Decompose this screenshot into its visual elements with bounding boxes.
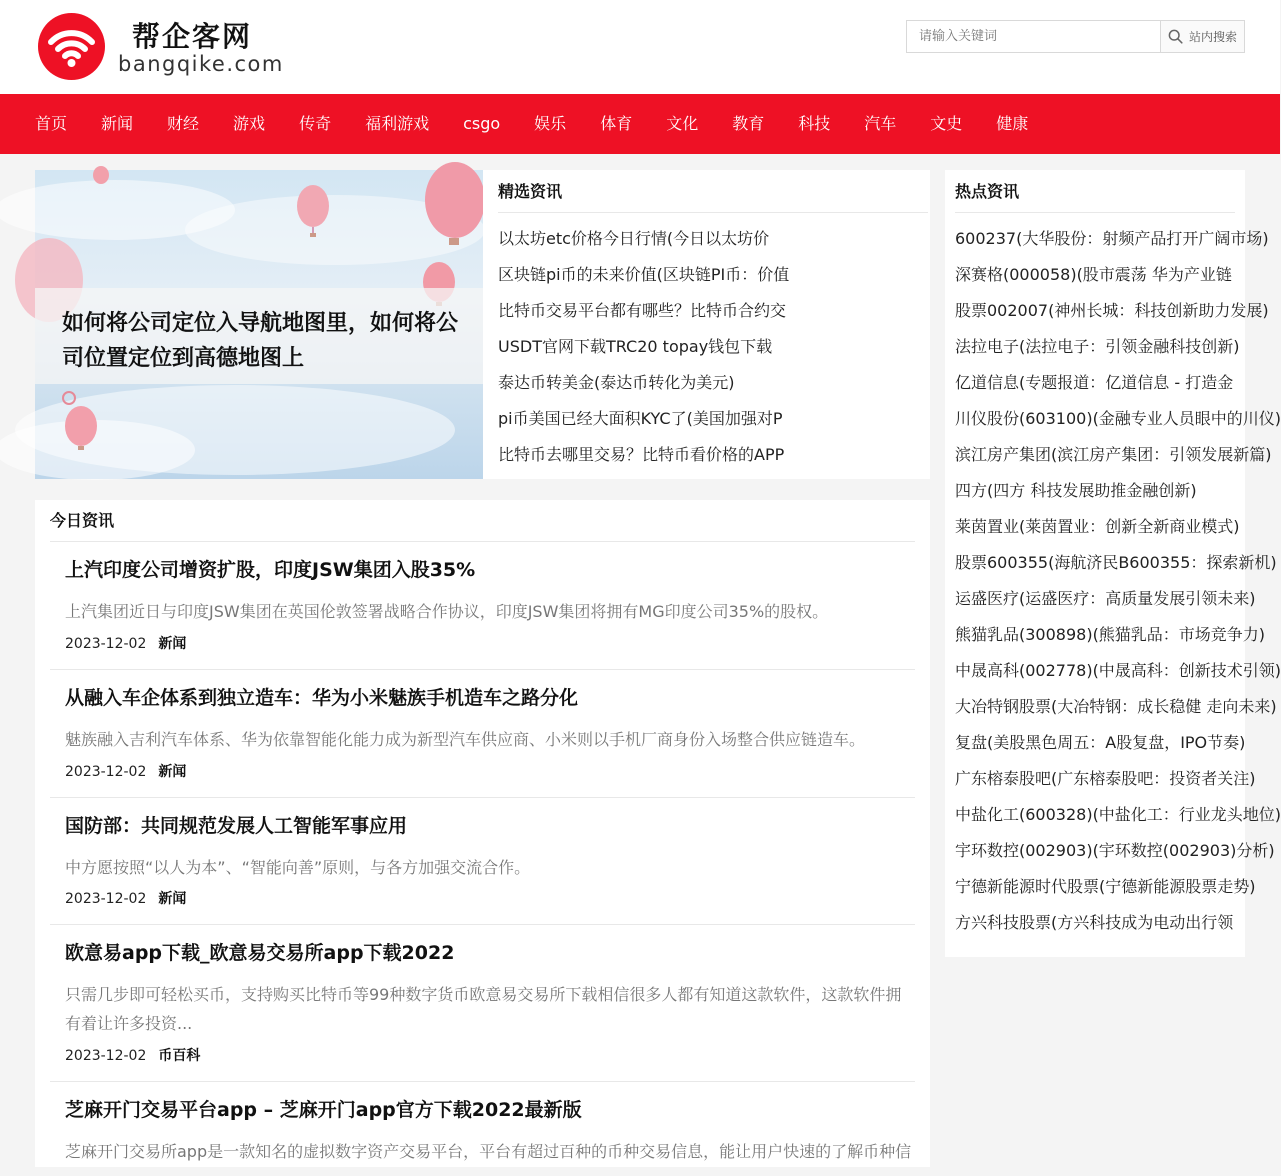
article-meta xyxy=(65,634,186,654)
article-date: 2023-12-02 xyxy=(65,891,147,907)
article-item xyxy=(50,1096,915,1176)
hot-item[interactable]: 宇环数控(002903)(宇环数控(002903)分析) xyxy=(955,841,1275,860)
hot-item[interactable]: 中晟高科(002778)(中晟高科：创新技术引领) xyxy=(955,661,1281,680)
divider xyxy=(50,797,915,798)
article-category[interactable]: 新闻 xyxy=(158,764,187,780)
site-name-en[interactable]: bangqike.com xyxy=(118,52,284,76)
nav-item[interactable]: 体育 xyxy=(600,114,633,133)
nav-item[interactable]: 新闻 xyxy=(101,114,134,133)
search-input[interactable] xyxy=(907,21,1159,52)
hot-item[interactable]: 莱茵置业(莱茵置业：创新全新商业模式) xyxy=(955,517,1240,536)
nav-item[interactable]: 健康 xyxy=(996,114,1029,133)
article-title[interactable]: 国防部：共同规范发展人工智能军事应用 xyxy=(65,815,408,837)
site-name-cn[interactable]: 帮企客网 xyxy=(132,20,253,53)
hot-item[interactable]: 方兴科技股票(方兴科技成为电动出行领 xyxy=(955,913,1234,932)
article-summary: 只需几步即可轻松买币，支持购买比特币等99种数字货币欧意易交易所下载相信很多人都有知道这款软件，这款软件拥有着让许多投资... xyxy=(65,985,902,1033)
nav-item[interactable]: 教育 xyxy=(732,114,765,133)
featured-item[interactable]: 以太坊etc价格今日行情(今日以太坊价 xyxy=(498,229,770,248)
nav-item[interactable]: 文史 xyxy=(930,114,963,133)
nav-item[interactable]: 传奇 xyxy=(299,114,332,133)
hot-item[interactable]: 四方(四方 科技发展助推金融创新) xyxy=(955,481,1197,500)
featured-item[interactable]: 比特币交易平台都有哪些？比特币合约交 xyxy=(498,301,787,320)
article-summary: 中方愿按照“以人为本”、“智能向善”原则，与各方加强交流合作。 xyxy=(65,858,531,877)
hot-item[interactable]: 广东榕泰股吧(广东榕泰股吧：投资者关注) xyxy=(955,769,1256,788)
nav-item[interactable]: 文化 xyxy=(666,114,699,133)
hot-item[interactable]: 宁德新能源时代股票(宁德新能源股票走势) xyxy=(955,877,1256,896)
article-item xyxy=(50,684,915,812)
featured-item[interactable]: 比特币去哪里交易？比特币看价格的APP xyxy=(498,445,785,464)
divider xyxy=(50,669,915,670)
hot-item[interactable]: 600237(大华股份：射频产品打开广阔市场) xyxy=(955,229,1269,248)
hot-item[interactable]: 中盐化工(600328)(中盐化工：行业龙头地位) xyxy=(955,805,1281,824)
hot-item[interactable]: 复盘(美股黑色周五：A股复盘，IPO节奏) xyxy=(955,733,1246,752)
featured-news-panel xyxy=(483,170,930,479)
article-meta xyxy=(65,1046,200,1066)
main-nav xyxy=(0,94,1280,154)
hot-item[interactable]: 深赛格(000058)(股市震荡 华为产业链 xyxy=(955,265,1232,284)
article-date: 2023-12-02 xyxy=(65,1048,147,1064)
hero-banner[interactable] xyxy=(35,170,483,479)
search-button[interactable] xyxy=(1160,21,1244,52)
today-news-panel xyxy=(35,500,930,1167)
search-box xyxy=(906,20,1245,53)
article-summary: 上汽集团近日与印度JSW集团在英国伦敦签署战略合作协议，印度JSW集团将拥有MG印度公司35%的股权。 xyxy=(65,602,829,621)
today-title: 今日资讯 xyxy=(50,511,115,530)
article-title[interactable]: 从融入车企体系到独立造车：华为小米魅族手机造车之路分化 xyxy=(65,687,579,709)
hot-item[interactable]: 亿道信息(专题报道：亿道信息 - 打造金 xyxy=(955,373,1234,392)
hot-item[interactable]: 川仪股份(603100)(金融专业人员眼中的川仪) xyxy=(955,409,1281,428)
article-category[interactable]: 新闻 xyxy=(158,891,187,907)
hot-item[interactable]: 熊猫乳品(300898)(熊猫乳品：市场竞争力) xyxy=(955,625,1266,644)
nav-item[interactable]: 汽车 xyxy=(864,114,897,133)
divider xyxy=(955,212,1235,213)
nav-item[interactable]: 娱乐 xyxy=(534,114,567,133)
featured-item[interactable]: 泰达币转美金(泰达币转化为美元) xyxy=(498,373,735,392)
article-item xyxy=(50,556,915,684)
featured-item[interactable]: pi币美国已经大面积KYC了(美国加强对P xyxy=(498,409,783,428)
article-title[interactable]: 欧意易app下载_欧意易交易所app下载2022 xyxy=(65,942,455,964)
article-title[interactable]: 芝麻开门交易平台app – 芝麻开门app官方下载2022最新版 xyxy=(65,1099,582,1121)
article-meta xyxy=(65,889,186,909)
article-category[interactable]: 新闻 xyxy=(158,636,187,652)
site-header xyxy=(0,0,1280,94)
article-summary: 芝麻开门交易所app是一款知名的虚拟数字资产交易平台，平台有超过百种的币种交易信息，能让用户快速的了解币种信 xyxy=(65,1142,912,1161)
article-item xyxy=(50,812,915,939)
hot-item[interactable]: 股票002007(神州长城：科技创新助力发展) xyxy=(955,301,1269,320)
hot-item[interactable]: 大冶特钢股票(大冶特钢：成长稳健 走向未来) xyxy=(955,697,1277,716)
balloon-icon xyxy=(93,166,109,184)
divider xyxy=(50,1081,915,1082)
divider xyxy=(50,924,915,925)
search-button-label: 站内搜索 xyxy=(1188,30,1237,44)
nav-item[interactable]: csgo xyxy=(463,114,501,133)
article-meta xyxy=(65,762,186,782)
article-title[interactable]: 上汽印度公司增资扩股，印度JSW集团入股35% xyxy=(65,559,476,581)
featured-item[interactable]: 区块链pi币的未来价值(区块链PI币：价值 xyxy=(498,265,790,284)
divider xyxy=(498,212,928,213)
nav-item[interactable]: 财经 xyxy=(167,114,200,133)
hot-item[interactable]: 运盛医疗(运盛医疗：高质量发展引领未来) xyxy=(955,589,1256,608)
article-category[interactable]: 币百科 xyxy=(158,1048,201,1064)
hot-item[interactable]: 股票600355(海航济民B600355：探索新机) xyxy=(955,553,1277,572)
hot-item[interactable]: 滨江房产集团(滨江房产集团：引领发展新篇) xyxy=(955,445,1272,464)
nav-item[interactable]: 首页 xyxy=(35,114,68,133)
hero-title[interactable]: 如何将公司定位入导航地图里，如何将公司位置定位到高德地图上 xyxy=(62,311,459,371)
divider xyxy=(50,541,915,542)
nav-item[interactable]: 游戏 xyxy=(233,114,266,133)
featured-item[interactable]: USDT官网下载TRC20 topay钱包下载 xyxy=(498,337,773,356)
nav-item[interactable]: 科技 xyxy=(798,114,831,133)
article-date: 2023-12-02 xyxy=(65,636,147,652)
article-item xyxy=(50,939,915,1096)
article-summary: 魅族融入吉利汽车体系、华为依靠智能化能力成为新型汽车供应商、小米则以手机厂商身份入场整合供应链造车。 xyxy=(65,730,866,749)
hot-item[interactable]: 法拉电子(法拉电子：引领金融科技创新) xyxy=(955,337,1240,356)
nav-item[interactable]: 福利游戏 xyxy=(365,114,430,133)
search-icon xyxy=(1168,29,1183,44)
logo-wifi-icon[interactable] xyxy=(38,13,105,80)
featured-title: 精选资讯 xyxy=(498,182,563,201)
hot-title: 热点资讯 xyxy=(955,182,1020,201)
hot-news-panel xyxy=(945,170,1281,957)
article-date: 2023-12-02 xyxy=(65,764,147,780)
